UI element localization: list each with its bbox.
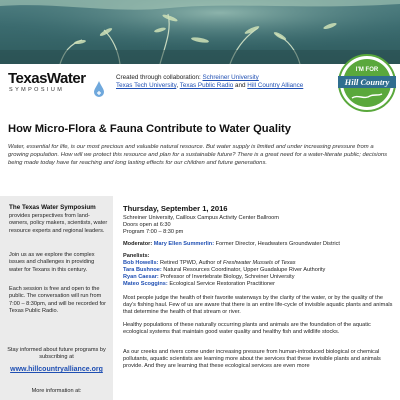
hill-country-seal-logo bbox=[338, 54, 396, 112]
panelist-role: Professor of Invertebrate Biology, Schreiner University bbox=[158, 274, 295, 280]
event-doors: Doors open at 6:30 bbox=[123, 222, 171, 228]
moderator-name: Mary Ellen Summerlin: bbox=[153, 241, 215, 247]
panelists-label: Panelists: bbox=[123, 253, 150, 259]
panelist-name: Bob Howells: bbox=[123, 260, 159, 266]
seal-main-text: Hill Country bbox=[344, 77, 390, 87]
collab-prefix: Created through collaboration: bbox=[116, 74, 203, 81]
link-texas-tech-university[interactable]: Texas Tech University bbox=[116, 82, 177, 90]
link-texas-public-radio[interactable]: Texas Public Radio bbox=[179, 82, 234, 90]
event-venue: Schreiner University, Cailloux Campus Activity Center Ballroom bbox=[123, 215, 279, 221]
hill-country-alliance-link[interactable]: www.hillcountryalliance.org bbox=[10, 366, 103, 373]
panelist-role: Natural Resources Coordinator, Upper Guadalupe River Authority bbox=[161, 267, 326, 273]
body-paragraph-3: As our creeks and rivers come under increasing pressure from human-introduced biological or chemical pollutants, aquatic scientists are learning more about the services that these invisible plants and animals provide. And they are learning that these ecological services are even more bbox=[123, 349, 381, 370]
link-hill-country-alliance[interactable]: Hill Country Alliance bbox=[247, 82, 304, 90]
texas-water-logo bbox=[8, 70, 113, 106]
moderator-line bbox=[123, 241, 340, 248]
sidebar-session-info: Each session is free and open to the public. The conversation will run from 7:00 – 8:30pm, and will be recorded for Texas Public Radio. bbox=[9, 286, 107, 314]
sidebar-heading: The Texas Water Symposium bbox=[9, 204, 96, 211]
collab-conjunction: and bbox=[233, 82, 248, 90]
moderator-role: Former Director, Headwaters Groundwater District bbox=[214, 241, 340, 247]
panelist-name: Tara Bushnoe: bbox=[123, 267, 162, 273]
sidebar-join: Join us as we explore the complex issues and challenges in providing water for Texans in this century. bbox=[9, 252, 95, 273]
sidebar-intro: provides perspectives from land-owners, policy makers, scientists, water resource experts and regional leaders. bbox=[9, 213, 108, 234]
collab-separator: , bbox=[176, 82, 180, 90]
sidebar bbox=[0, 196, 113, 400]
water-drop-icon bbox=[92, 80, 106, 98]
sidebar-more-info: More information at: bbox=[31, 388, 82, 394]
logo-wordmark: TexasWater bbox=[8, 70, 86, 87]
link-schreiner-university[interactable]: Schreiner University bbox=[202, 74, 259, 81]
intro-paragraph: Water, essential for life, is our most precious and valuable natural resource. But water supply is limited and under increasing pressure from a growing population. How will we protect this resource and plan for a sustainable future? There is a great need for a water-literate public; decisions being made today have far reaching and long lasting effects for our children and future generations. bbox=[8, 144, 388, 166]
panelist-row bbox=[123, 281, 275, 288]
moderator-label: Moderator: bbox=[123, 241, 154, 247]
page-title: How Micro-Flora & Fauna Contribute to Water Quality bbox=[8, 123, 292, 135]
panelist-role: Ecological Service Restoration Practitioner bbox=[167, 281, 276, 287]
seal-top-text: I'M FOR bbox=[355, 67, 379, 73]
logo-subtitle: SYMPOSIUM bbox=[9, 87, 65, 93]
panelist-book-title: Freshwater Mussels of Texas bbox=[223, 260, 296, 266]
panelist-name: Ryan Caesar: bbox=[123, 274, 159, 280]
collaboration-credits bbox=[116, 74, 336, 91]
body-paragraph-2: Healthy populations of these naturally occurring plants and animals are the foundation of the aquatic ecological systems that maintain good water quality and healthy fish and wildlife stocks. bbox=[123, 322, 371, 336]
panelist-name: Mateo Scoggins: bbox=[123, 281, 168, 287]
panelist-role: Retired TPWD, Author of bbox=[158, 260, 223, 266]
event-program-time: Program 7:00 – 8:30 pm bbox=[123, 229, 184, 235]
event-date: Thursday, September 1, 2016 bbox=[123, 204, 228, 213]
body-paragraph-1: Most people judge the health of their favorite waterways by the clarity of the water, or by the quality of the day’s fishing haul. Few of us are aware that there is an entire life-cycle of invisible aquatic plants and animals that determine the health of that stream or river. bbox=[123, 295, 393, 316]
sidebar-stay-informed: Stay informed about future programs by subscribing at bbox=[7, 347, 106, 361]
